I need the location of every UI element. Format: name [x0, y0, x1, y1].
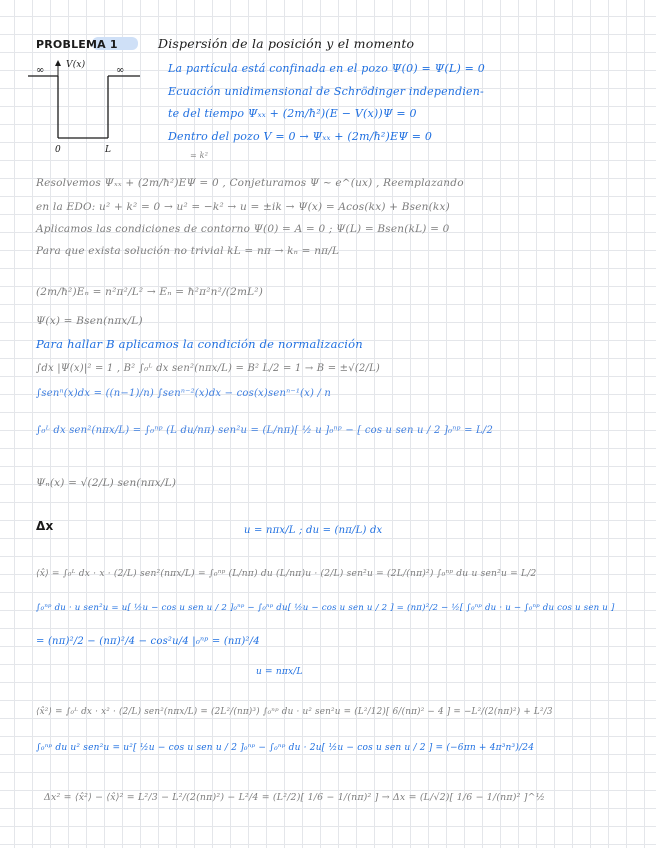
expectation-x-line: ⟨x̂⟩ = ∫₀ᴸ dx · x · (2/L) sen²(nπx/L) = ∫₀ⁿᵖ (L/nπ) du (L/nπ)u · (2/L) sen²u = (2L/(nπ)²) ∫₀ⁿᵖ du u sen²u = L/2 [36, 569, 537, 579]
substitution-2: u = nπx/L [256, 667, 303, 677]
delta-x-heading: Δx [36, 519, 54, 533]
solution-line-4: Para que exista solución no trivial kL = nπ → kₙ = nπ/L [36, 245, 340, 257]
normalization-line-1: ∫dx |Ψ(x)|² = 1 , B² ∫₀ᴸ dx sen²(nπx/L) = B² L/2 = 1 → B = ±√(2/L) [36, 363, 381, 374]
substitution-1: u = nπx/L ; du = (nπ/L) dx [244, 525, 383, 536]
intro-line-2: Ecuación unidimensional de Schrödinger independien- [168, 85, 484, 98]
problem-label: PROBLEMA 1 [36, 38, 118, 51]
normalization-heading: Para hallar B aplicamos la condición de normalización [36, 337, 363, 351]
normalization-line-3: ∫₀ᴸ dx sen²(nπx/L) = ∫₀ⁿᵖ (L du/nπ) sen²u = (L/nπ)[ ½ u ]₀ⁿᵖ − [ cos u sen u / 2 ]₀ⁿᵖ = L/2 [36, 425, 494, 436]
wavefunction-line: Ψ(x) = Bsen(nπx/L) [36, 315, 143, 327]
integral-result-line: = (nπ)²/2 − (nπ)²/4 − cos²u/4 |₀ⁿᵖ = (nπ)²/4 [36, 636, 260, 647]
k-note: = k² [190, 151, 209, 160]
normalized-wavefunction: Ψₙ(x) = √(2/L) sen(nπx/L) [36, 477, 177, 489]
expectation-x2-line: ⟨x̂²⟩ = ∫₀ᴸ dx · x² · (2/L) sen²(nπx/L) = (2L²/(nπ)³) ∫₀ⁿᵖ du · u² sen²u = (L²/12)[ 6/(nπ)² − 4 ] = −L²/(2(nπ)²) + L²/3 [36, 707, 553, 717]
solution-line-1: Resolvemos Ψₓₓ + (2m/ħ²)EΨ = 0 , Conjeturamos Ψ ~ e^(ux) , Reemplazando [36, 177, 464, 189]
delta-x-final: Δx² = ⟨x̂²⟩ − ⟨x̂⟩² = L²/3 − L²/(2(nπ)²) − L²/4 = (L²/2)[ 1/6 − 1/(nπ)² ] → Δx = (L/√2)[ 1/6 − 1/(nπ)² ]^½ [44, 792, 545, 803]
potential-label: V(x) [66, 60, 86, 70]
origin-label: 0 [55, 145, 61, 155]
intro-line-1: La partícula está confinada en el pozo Ψ(0) = Ψ(L) = 0 [168, 62, 485, 75]
right-infinity: ∞ [116, 65, 125, 76]
integral-u-sen2u-line: ∫₀ⁿᵖ du · u sen²u = u[ ½u − cos u sen u / 2 ]₀ⁿᵖ − ∫₀ⁿᵖ du[ ½u − cos u sen u / 2 ] = (nπ)²/2 − ½[ ∫₀ⁿᵖ du · u − ∫₀ⁿᵖ du cos u sen u ] [36, 603, 615, 613]
solution-line-3: Aplicamos las condiciones de contorno Ψ(0) = A = 0 ; Ψ(L) = Bsen(kL) = 0 [36, 223, 450, 235]
problem-title: Dispersión de la posición y el momento [158, 36, 415, 51]
width-label: L [105, 145, 112, 155]
intro-line-3: te del tiempo Ψₓₓ + (2m/ħ²)(E − V(x))Ψ = 0 [168, 107, 417, 120]
energy-line: (2m/ħ²)Eₙ = n²π²/L² → Eₙ = ħ²π²n²/(2mL²) [36, 286, 264, 298]
left-infinity: ∞ [36, 65, 45, 76]
intro-line-4: Dentro del pozo V = 0 → Ψₓₓ + (2m/ħ²)EΨ = 0 [168, 130, 433, 143]
normalization-line-2: ∫senⁿ(x)dx = ((n−1)/n) ∫senⁿ⁻²(x)dx − cos(x)senⁿ⁻¹(x) / n [36, 388, 332, 399]
solution-line-2: en la EDO: u² + k² = 0 → u² = −k² → u = ±ik → Ψ(x) = Acos(kx) + Bsen(kx) [36, 201, 450, 213]
integral-u2-sen2u-line: ∫₀ⁿᵖ du u² sen²u = u²[ ½u − cos u sen u / 2 ]₀ⁿᵖ − ∫₀ⁿᵖ du · 2u[ ½u − cos u sen u / 2 ] = (−6πn + 4π³n³)/24 [36, 743, 535, 753]
